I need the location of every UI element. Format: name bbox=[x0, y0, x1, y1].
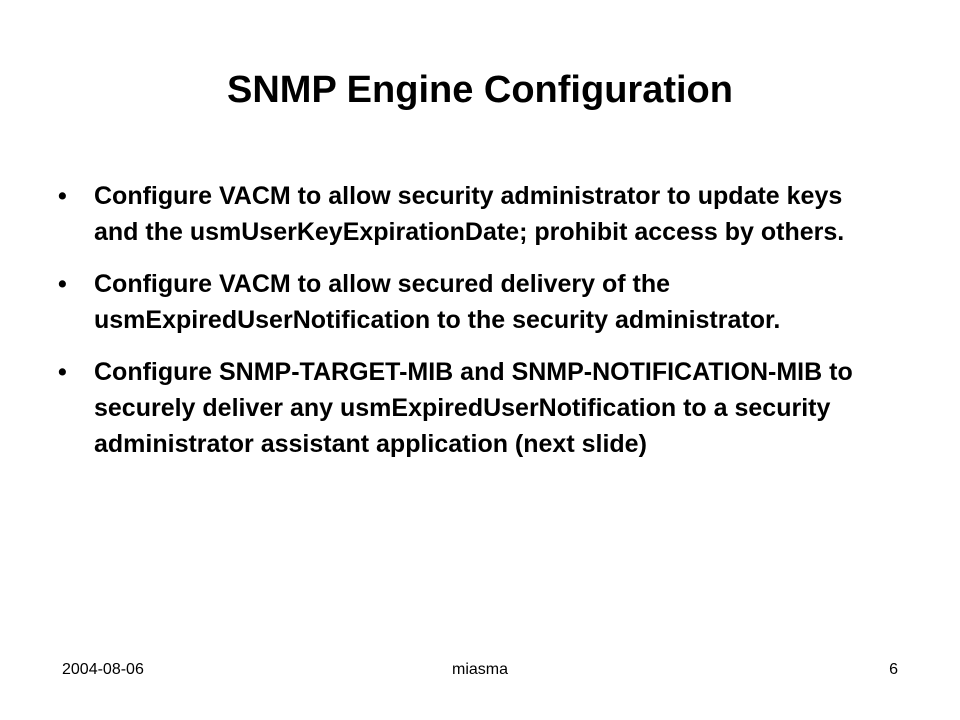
footer-author: miasma bbox=[451, 661, 508, 678]
bullet-text: Configure SNMP-TARGET-MIB and SNMP-NOTIFICATION-MIB to securely deliver any usmExpiredUserNotification to a security administrator assistant application (next slide) bbox=[94, 358, 853, 458]
bullet-item bbox=[58, 178, 858, 250]
footer-date: 2004-08-06 bbox=[62, 661, 144, 678]
bullet-marker: • bbox=[58, 270, 67, 298]
bullet-list bbox=[58, 178, 858, 478]
bullet-text: Configure VACM to allow secured delivery of the usmExpiredUserNotification to the security administrator. bbox=[94, 270, 781, 334]
bullet-item bbox=[58, 354, 858, 462]
footer-page-number: 6 bbox=[889, 661, 898, 678]
bullet-item bbox=[58, 266, 858, 338]
bullet-text: Configure VACM to allow security administrator to update keys and the usmUserKeyExpirationDate; prohibit access by others. bbox=[94, 182, 845, 246]
bullet-marker: • bbox=[58, 358, 67, 386]
bullet-marker: • bbox=[58, 182, 67, 210]
slide-title: SNMP Engine Configuration bbox=[227, 69, 733, 111]
